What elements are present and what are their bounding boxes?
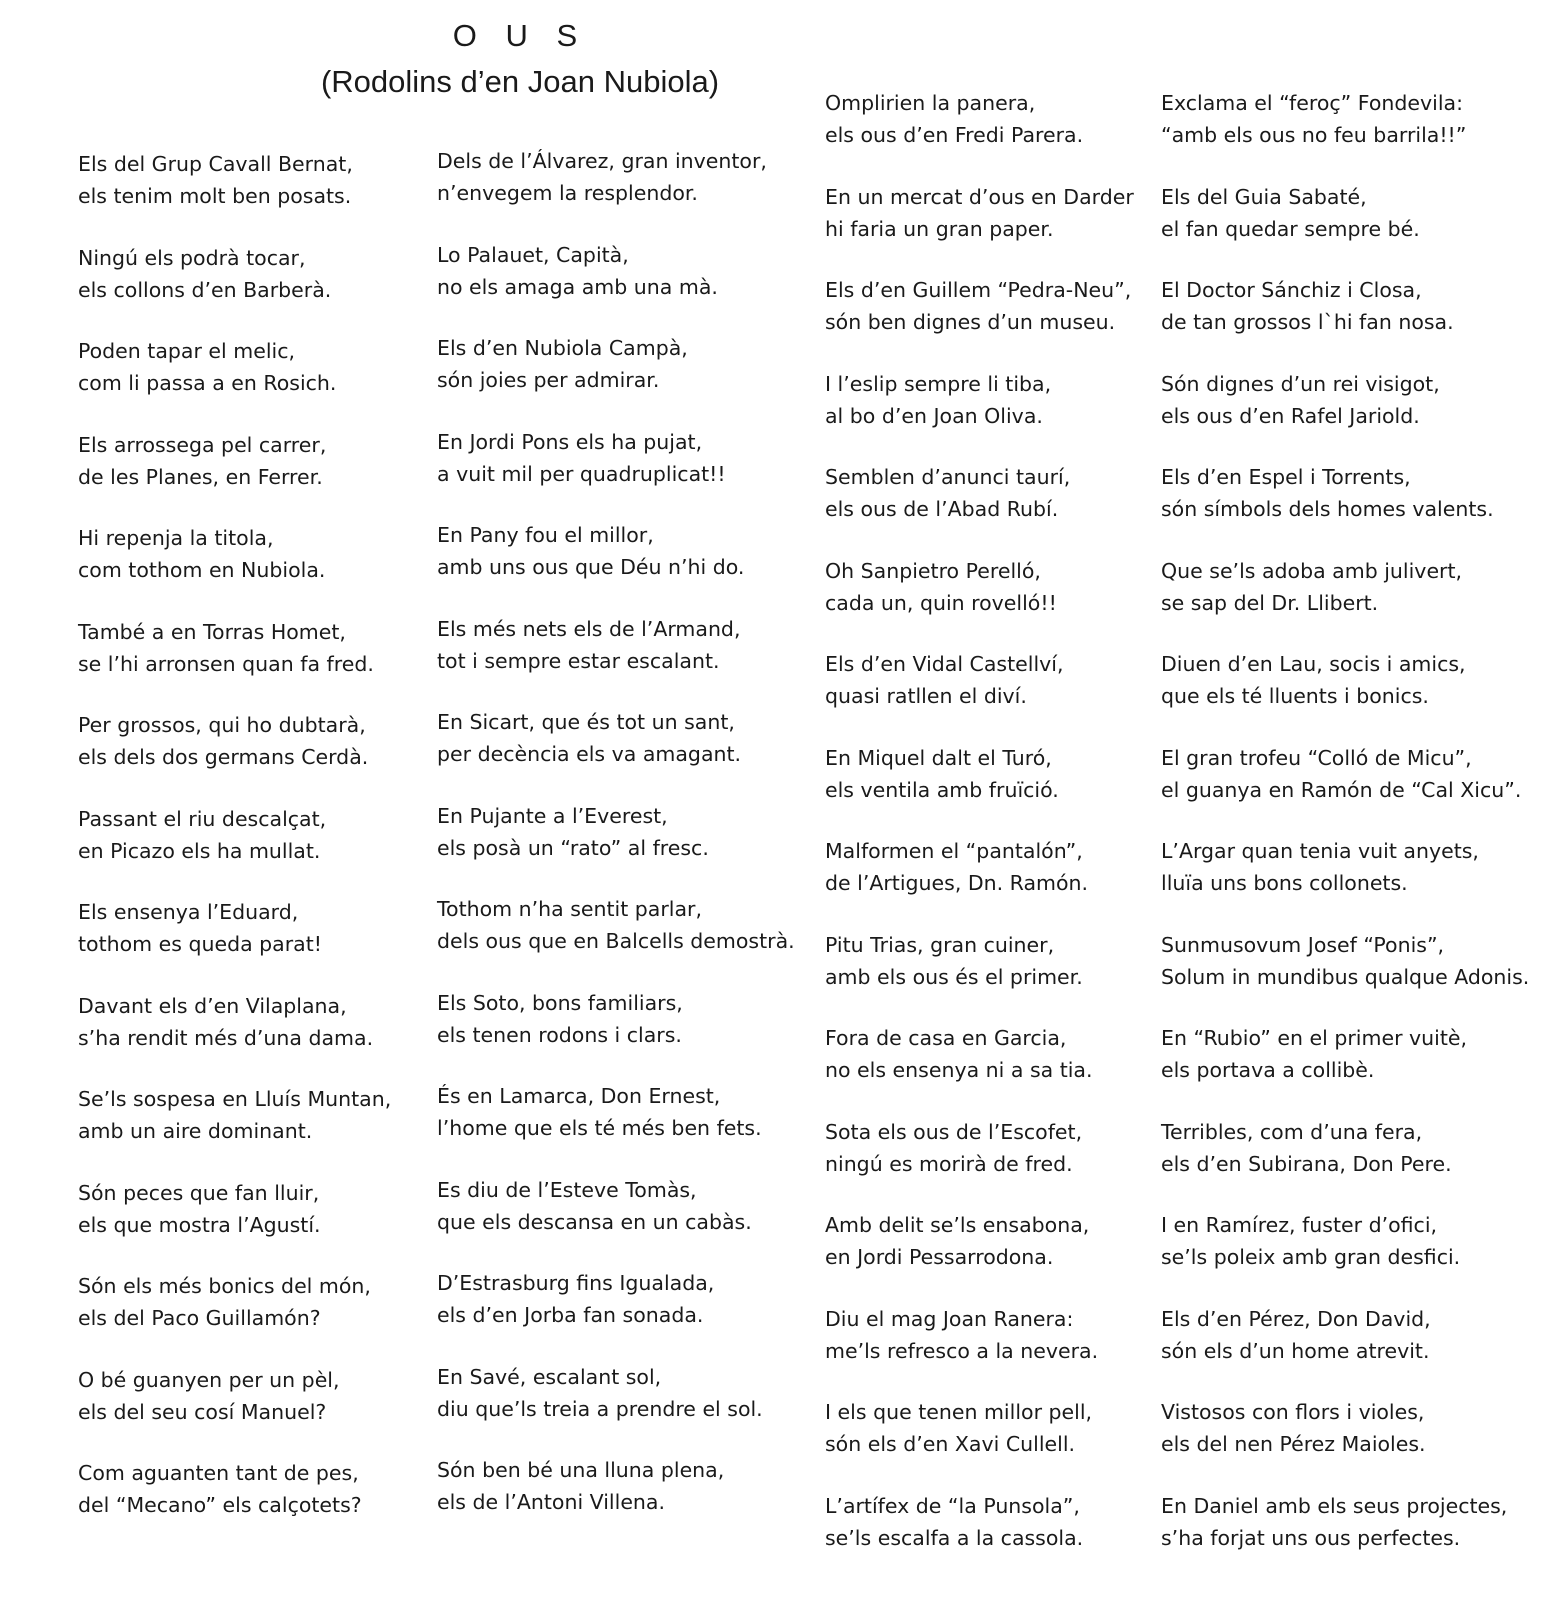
verse-line: el guanya en Ramón de “Cal Xicu”. [1161,777,1522,802]
verse-line: Es diu de l’Esteve Tomàs, [437,1177,697,1202]
verse-line: els ous de l’Abad Rubí. [825,497,1059,521]
verse-line: els del nen Pérez Maioles. [1161,1432,1426,1456]
verse-line: amb uns ous que Déu n’hi do. [437,555,745,579]
verse-line: dels ous que en Balcells demostrà. [437,929,795,953]
verse-line: l’home que els té més ben fets. [437,1116,762,1140]
stanza [78,616,448,680]
stanza [825,181,1195,245]
verse-line: En un mercat d’ous en Darder [825,184,1134,209]
verse-line: Vistosos con flors i violes, [1161,1400,1425,1424]
verse-line: cada un, quin rovelló!! [825,590,1057,615]
verse-line: Els d’en Vidal Castellví, [825,652,1064,676]
verse-line: n’envegem la resplendor. [437,181,698,205]
verse-line: de l’Artigues, Dn. Ramón. [825,871,1089,895]
verse-line: Per grossos, qui ho dubtarà, [78,713,366,737]
stanza [78,896,448,960]
stanza [825,1022,1195,1086]
verse-line: “amb els ous no feu barrila!!” [1161,123,1467,147]
stanza [437,893,807,957]
verse-line: per decència els va amagant. [437,742,742,766]
stanza [437,1267,807,1331]
verse-line: Els ensenya l’Eduard, [78,900,299,924]
stanza [1161,835,1531,899]
verse-line: els ventila amb fruïció. [825,777,1059,802]
verse-line: Els Soto, bons familiars, [437,990,683,1015]
stanza [825,368,1195,432]
verse-line: són els d’en Xavi Cullell. [825,1432,1076,1456]
verse-line: Semblen d’anunci taurí, [825,465,1071,489]
stanza [1161,742,1531,806]
verse-line: Diu el mag Joan Ranera: [825,1306,1074,1331]
verse-line: els ous d’en Fredi Parera. [825,123,1084,147]
verse-line: se sap del Dr. Llibert. [1161,590,1379,615]
verse-line: Són dignes d’un rei visigot, [1161,371,1440,396]
verse-line: D’Estrasburg fins Igualada, [437,1271,715,1295]
stanza [1161,929,1531,993]
stanza [78,709,448,773]
verse-line: els tenim molt ben posats. [78,184,352,208]
verse-line: Dels de l’Álvarez, gran inventor, [437,149,767,173]
verse-line: Que se’ls adoba amb julivert, [1161,558,1463,583]
stanza [825,835,1195,899]
stanza [825,1490,1195,1554]
stanza [437,145,807,209]
stanza [78,429,448,493]
page-subtitle: (Rodolins d’en Joan Nubiola) [320,64,720,99]
verse-line: O bé guanyen per un pèl, [78,1367,340,1392]
stanza [78,335,448,399]
stanza [825,87,1195,151]
verse-line: quasi ratllen el diví. [825,684,1027,708]
verse-line: Amb delit se’ls ensabona, [825,1213,1090,1237]
verse-line: L’artífex de “la Punsola”, [825,1493,1080,1518]
verse-line: són ben dignes d’un museu. [825,310,1116,334]
stanza [78,1177,448,1241]
verse-line: També a en Torras Homet, [78,619,346,644]
verse-line: a vuit mil per quadruplicat!! [437,461,726,486]
stanza [825,1209,1195,1273]
stanza [1161,1396,1531,1460]
verse-line: que els descansa en un cabàs. [437,1209,752,1234]
verse-line: els del seu cosí Manuel? [78,1399,327,1424]
verse-line: tot i sempre estar escalant. [437,648,720,673]
verse-line: Solum in mundibus qualque Adonis. [1161,964,1530,989]
verse-line: són els d’un home atrevit. [1161,1338,1430,1363]
stanza [437,987,807,1051]
verse-line: se l’hi arronsen quan fa fred. [78,651,374,676]
verse-line: Poden tapar el melic, [78,339,296,363]
verse-line: en Picazo els ha mullat. [78,838,321,863]
verse-line: Els d’en Nubiola Campà, [437,336,688,360]
stanza [78,803,448,867]
verse-line: els del Paco Guillamón? [78,1306,321,1330]
verse-line: En “Rubio” en el primer vuitè, [1161,1026,1468,1050]
stanza [1161,274,1531,338]
stanza [1161,648,1531,712]
verse-line: Malformen el “pantalón”, [825,839,1083,863]
stanza [78,522,448,586]
stanza [78,148,448,212]
verse-line: En Sicart, que és tot un sant, [437,710,735,734]
stanza [78,242,448,306]
verse-line: com tothom en Nubiola. [78,558,326,582]
verse-line: hi faria un gran paper. [825,216,1054,241]
verse-line: Els arrossega pel carrer, [78,432,327,457]
stanza [437,1080,807,1144]
stanza [437,1454,807,1518]
stanza [825,742,1195,806]
stanza [78,1457,448,1521]
verse-line: Omplirien la panera, [825,91,1036,115]
verse-line: els que mostra l’Agustí. [78,1212,321,1237]
stanza [1161,461,1531,525]
stanza [437,613,807,677]
stanza [1161,1303,1531,1367]
verse-line: els de l’Antoni Villena. [437,1490,666,1514]
verse-line: no els amaga amb una mà. [437,274,718,299]
verse-line: Fora de casa en Garcia, [825,1026,1067,1050]
verse-line: els collons d’en Barberà. [78,277,332,302]
verse-line: Són peces que fan lluir, [78,1180,320,1205]
stanza [825,274,1195,338]
verse-line: I l’eslip sempre li tiba, [825,371,1052,396]
verse-line: Sota els ous de l’Escofet, [825,1119,1083,1144]
verse-line: En Jordi Pons els ha pujat, [437,429,703,454]
verse-line: s’ha forjat uns ous perfectes. [1161,1525,1461,1550]
verse-line: Sunmusovum Josef “Ponis”, [1161,932,1445,957]
verse-line: el fan quedar sempre bé. [1161,216,1420,241]
verse-line: del “Mecano” els calçotets? [78,1493,362,1517]
stanza [825,648,1195,712]
verse-line: Oh Sanpietro Perelló, [825,558,1041,583]
verse-line: I en Ramírez, fuster d’ofici, [1161,1213,1438,1237]
stanza [825,461,1195,525]
stanza [825,1303,1195,1367]
verse-line: tothom es queda parat! [78,932,322,956]
verse-line: Els més nets els de l’Armand, [437,616,741,641]
stanza [1161,368,1531,432]
verse-line: És en Lamarca, Don Ernest, [437,1084,721,1108]
verse-line: se’ls poleix amb gran desfici. [1161,1245,1461,1269]
verse-line: Pitu Trias, gran cuiner, [825,932,1055,957]
page-title: O U S [452,18,588,53]
verse-line: no els ensenya ni a sa tia. [825,1058,1093,1082]
verse-line: Els d’en Espel i Torrents, [1161,465,1411,489]
verse-line: Se’ls sospesa en Lluís Muntan, [78,1087,392,1111]
stanza [825,929,1195,993]
verse-line: Passant el riu descalçat, [78,806,327,831]
stanza [78,1364,448,1428]
verse-line: En Pany fou el millor, [437,523,654,547]
verse-line: Tothom n’ha sentit parlar, [437,897,702,921]
stanza [437,706,807,770]
stanza [437,800,807,864]
verse-line: Els d’en Pérez, Don David, [1161,1306,1431,1331]
verse-line: En Savé, escalant sol, [437,1364,662,1389]
verse-line: els dels dos germans Cerdà. [78,745,369,769]
verse-line: diu que’ls treia a prendre el sol. [437,1396,763,1421]
verse-line: Exclama el “feroç” Fondevila: [1161,91,1463,115]
stanza [825,555,1195,619]
stanza [437,1174,807,1238]
verse-line: lluïa uns bons collonets. [1161,871,1408,895]
verse-line: com li passa a en Rosich. [78,371,337,395]
stanza [437,426,807,490]
verse-line: de les Planes, en Ferrer. [78,464,323,489]
verse-line: Com aguanten tant de pes, [78,1461,359,1485]
stanza [1161,1022,1531,1086]
stanza [1161,555,1531,619]
verse-line: s’ha rendit més d’una dama. [78,1025,374,1050]
verse-line: Són ben bé una lluna plena, [437,1458,725,1482]
verse-line: se’ls escalfa a la cassola. [825,1525,1084,1550]
stanza [1161,181,1531,245]
verse-line: Diuen d’en Lau, socis i amics, [1161,652,1466,676]
verse-line: Terribles, com d’una fera, [1161,1119,1423,1144]
verse-line: els ous d’en Rafel Jariold. [1161,403,1420,428]
verse-line: que els té lluents i bonics. [1161,684,1429,708]
verse-line: Ningú els podrà tocar, [78,245,306,270]
verse-line: són símbols dels homes valents. [1161,497,1494,521]
stanza [437,1361,807,1425]
verse-line: Davant els d’en Vilaplana, [78,993,347,1018]
verse-line: els posà un “rato” al fresc. [437,835,709,860]
stanza [78,1270,448,1334]
verse-line: Els del Guia Sabaté, [1161,184,1367,209]
stanza [825,1116,1195,1180]
verse-line: al bo d’en Joan Oliva. [825,403,1043,428]
verse-line: els tenen rodons i clars. [437,1022,682,1047]
verse-line: En Miquel dalt el Turó, [825,745,1052,770]
stanza [78,1083,448,1147]
verse-line: en Jordi Pessarrodona. [825,1245,1054,1269]
verse-line: Els del Grup Cavall Bernat, [78,152,353,176]
verse-line: L’Argar quan tenia vuit anyets, [1161,839,1479,863]
verse-line: Els d’en Guillem “Pedra-Neu”, [825,278,1132,302]
verse-line: els portava a collibè. [1161,1058,1375,1082]
stanza [825,1396,1195,1460]
stanza [437,519,807,583]
verse-line: Lo Palauet, Capità, [437,242,629,267]
verse-line: amb un aire dominant. [78,1119,313,1143]
stanza [1161,1116,1531,1180]
verse-line: els d’en Jorba fan sonada. [437,1303,704,1327]
verse-line: El Doctor Sánchiz i Closa, [1161,278,1422,302]
stanza [1161,1209,1531,1273]
verse-line: de tan grossos l`hi fan nosa. [1161,310,1454,334]
verse-line: els d’en Subirana, Don Pere. [1161,1151,1452,1176]
verse-line: El gran trofeu “Colló de Micu”, [1161,745,1472,770]
verse-line: Hi repenja la titola, [78,526,274,550]
verse-line: En Daniel amb els seus projectes, [1161,1493,1508,1518]
verse-line: En Pujante a l’Everest, [437,803,668,828]
stanza [437,332,807,396]
verse-line: me’ls refresco a la nevera. [825,1338,1099,1363]
verse-line: I els que tenen millor pell, [825,1400,1093,1424]
verse-line: Són els més bonics del món, [78,1274,371,1298]
stanza [437,239,807,303]
stanza [1161,87,1531,151]
stanza [78,990,448,1054]
stanza [1161,1490,1531,1554]
verse-line: ningú es morirà de fred. [825,1151,1073,1176]
verse-line: amb els ous és el primer. [825,964,1083,989]
verse-line: són joies per admirar. [437,368,660,392]
